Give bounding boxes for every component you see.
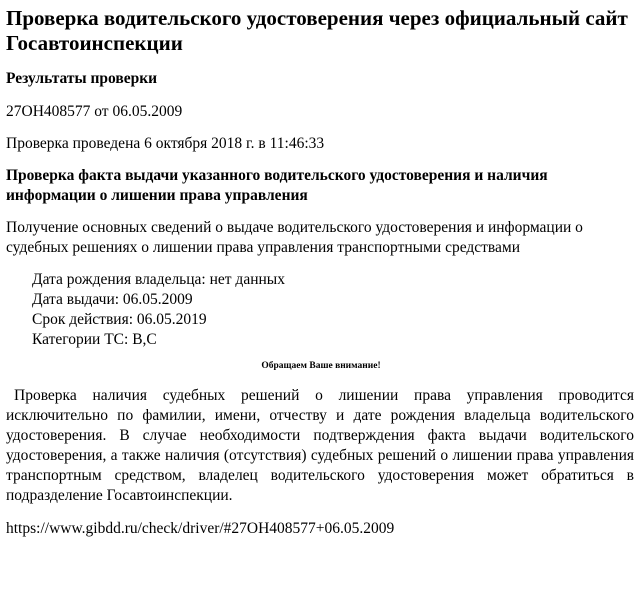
page-url: https://www.gibdd.ru/check/driver/#27ОН408577+06.05.2009 bbox=[6, 520, 395, 537]
page-title: Проверка водительского удостоверения через официальный сайт Госавтоинспекции bbox=[6, 6, 628, 55]
license-details bbox=[6, 270, 636, 350]
check-timestamp: Проверка проведена 6 октября 2018 г. в 11:46:33 bbox=[6, 135, 325, 152]
detail-issue-date: Дата выдачи: 06.05.2009 bbox=[32, 291, 193, 308]
license-number-line: 27ОН408577 от 06.05.2009 bbox=[6, 103, 183, 120]
notice-text: Проверка наличия судебных решений о лишении права управления проводится исключительно по фамилии, имени, отчеству и дате рождения владельца водительского удостоверения. В случае необходимости подтверждения факта выдачи водительского удостоверения, а также наличия (отсутствия) судебных решений о лишении права управления транспортным средством, владелец водительского удостоверения может обратиться в подразделение Госавтоинспекции. bbox=[6, 387, 634, 504]
detail-birth-date: Дата рождения владельца: нет данных bbox=[32, 271, 285, 288]
page-content bbox=[6, 6, 636, 539]
detail-valid-until: Срок действия: 06.05.2019 bbox=[32, 311, 207, 328]
results-heading: Результаты проверки bbox=[6, 70, 158, 87]
detail-categories: Категории ТС: В,С bbox=[32, 331, 157, 348]
fact-check-heading: Проверка факта выдачи указанного водительского удостоверения и наличия информации о лишении права управления bbox=[6, 167, 548, 204]
notice-heading: Обращаем Ваше внимание! bbox=[261, 361, 381, 371]
fact-check-description: Получение основных сведений о выдаче водительского удостоверения и информации о судебных решениях о лишении права управления транспортными средствами bbox=[6, 219, 583, 256]
